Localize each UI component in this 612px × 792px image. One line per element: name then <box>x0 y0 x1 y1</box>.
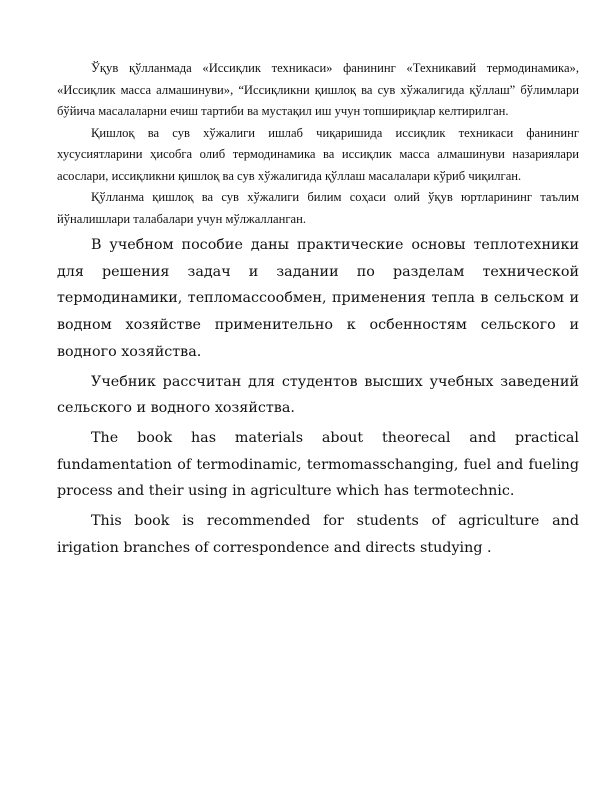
paragraph-russian-2: Учебник рассчитан для студентов высших учебных заведений сельского и водного хозяйства. <box>57 373 579 417</box>
paragraph-uzbek-1: Ўқув қўлланмада «Иссиқлик техникаси» фанининг «Техникавий термодинамика», «Иссиқлик масса алмашинуви», “Иссиқликни қишлоқ ва сув хўжалигида қўллаш” бўлимлари бўйича масалаларни ечиш тартиби ва мустақил иш учун топшириқлар келтирилган. <box>57 61 579 118</box>
paragraph-english-2: This book is recommended for students of agriculture and irigation branches of correspondence and directs studying . <box>57 513 579 556</box>
paragraph-uzbek-3: Қўлланма қишлоқ ва сув хўжалиги билим соҳаси олий ўқув юртларининг таълим йўналишлари талабалари учун мўлжалланган. <box>57 190 579 226</box>
paragraph-english-1: The book has materials about theorecal and practical fundamentation of termodinamic, termomasschanging, fuel and fueling process and their using in agriculture which has termotechnic. <box>57 429 579 500</box>
paragraph-uzbek-2: Қишлоқ ва сув хўжалиги ишлаб чиқаришида иссиқлик техникаси фанининг хусусиятларини ҳисобга олиб термодинамика ва иссиқлик масса алмашинуви назариялари асослари, иссиқликни қишлоқ ва сув хўжалигида қўллаш масалалари кўриб чиқилган. <box>57 125 579 183</box>
paragraph-russian-1: В учебном пособие даны практические основы теплотехники для решения задач и задании по разделам технической термодинамики, тепломассообмен, применения тепла в сельском и водном хозяйстве применительно к осбенностям сельского и водного хозяйства. <box>57 237 579 360</box>
document-page <box>57 58 579 561</box>
